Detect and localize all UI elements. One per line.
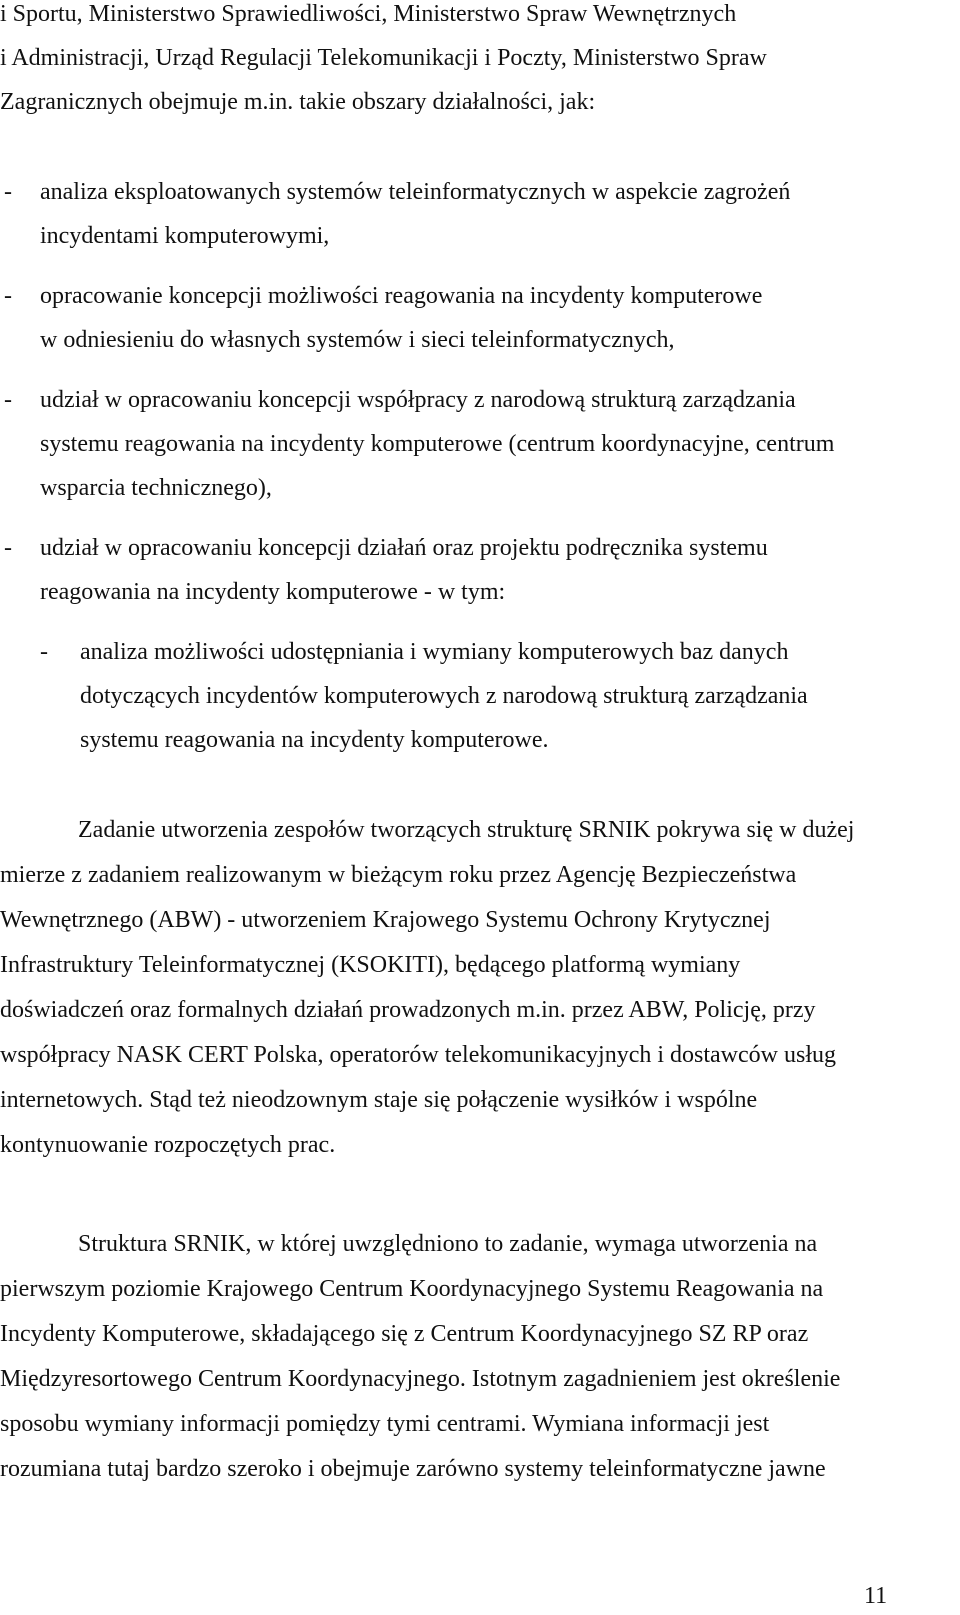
bullet-line: systemu reagowania na incydenty komputerowe (centrum koordynacyjne, centrum (40, 431, 835, 457)
paragraph-line: doświadczeń oraz formalnych działań prowadzonych m.in. przez ABW, Policję, przy (0, 997, 816, 1023)
bullet-line: opracowanie koncepcji możliwości reagowania na incydenty komputerowe (40, 283, 763, 309)
paragraph-line: Infrastruktury Teleinformatycznej (KSOKITI), będącego platformą wymiany (0, 952, 741, 978)
sub-bullet-line: systemu reagowania na incydenty komputerowe. (80, 727, 549, 753)
bullet-line: incydentami komputerowymi, (40, 223, 330, 249)
paragraph-line: pierwszym poziomie Krajowego Centrum Koordynacyjnego Systemu Reagowania na (0, 1276, 824, 1302)
paragraph-line: Zadanie utworzenia zespołów tworzących strukturę SRNIK pokrywa się w dużej (78, 817, 855, 843)
bullet-dash: - (4, 283, 12, 309)
paragraph-line: współpracy NASK CERT Polska, operatorów telekomunikacyjnych i dostawców usług (0, 1042, 836, 1068)
bullet-line: udział w opracowaniu koncepcji działań oraz projektu podręcznika systemu (40, 535, 768, 561)
paragraph-line: Struktura SRNIK, w której uwzględniono to zadanie, wymaga utworzenia na (78, 1231, 818, 1257)
bullet-line: wsparcia technicznego), (40, 475, 272, 501)
paragraph-line: mierze z zadaniem realizowanym w bieżącym roku przez Agencję Bezpieczeństwa (0, 862, 797, 888)
sub-bullet-dash: - (40, 639, 48, 665)
bullet-dash: - (4, 179, 12, 205)
paragraph-line: internetowych. Stąd też nieodzownym staje się połączenie wysiłków i wspólne (0, 1087, 758, 1113)
bullet-line: analiza eksploatowanych systemów teleinformatycznych w aspekcie zagrożeń (40, 179, 791, 205)
paragraph-line: kontynuowanie rozpoczętych prac. (0, 1132, 336, 1158)
bullet-dash: - (4, 387, 12, 413)
intro-line: i Sportu, Ministerstwo Sprawiedliwości, Ministerstwo Spraw Wewnętrznych (0, 1, 737, 27)
bullet-line: udział w opracowaniu koncepcji współpracy z narodową strukturą zarządzania (40, 387, 796, 413)
sub-bullet-line: dotyczących incydentów komputerowych z narodową strukturą zarządzania (80, 683, 808, 709)
paragraph-line: sposobu wymiany informacji pomiędzy tymi centrami. Wymiana informacji jest (0, 1411, 770, 1437)
sub-bullet-line: analiza możliwości udostępniania i wymiany komputerowych baz danych (80, 639, 789, 665)
intro-line: i Administracji, Urząd Regulacji Telekomunikacji i Poczty, Ministerstwo Spraw (0, 45, 767, 71)
paragraph-line: rozumiana tutaj bardzo szeroko i obejmuje zarówno systemy teleinformatyczne jawne (0, 1456, 826, 1482)
paragraph-line: Incydenty Komputerowe, składającego się z Centrum Koordynacyjnego SZ RP oraz (0, 1321, 809, 1347)
bullet-line: w odniesieniu do własnych systemów i sieci teleinformatycznych, (40, 327, 675, 353)
page-number: 11 (864, 1583, 888, 1609)
bullet-line: reagowania na incydenty komputerowe - w tym: (40, 579, 506, 605)
paragraph-line: Międzyresortowego Centrum Koordynacyjnego. Istotnym zagadnieniem jest określenie (0, 1366, 841, 1392)
bullet-dash: - (4, 535, 12, 561)
intro-line: Zagranicznych obejmuje m.in. takie obszary działalności, jak: (0, 89, 596, 115)
paragraph-line: Wewnętrznego (ABW) - utworzeniem Krajowego Systemu Ochrony Krytycznej (0, 907, 771, 933)
